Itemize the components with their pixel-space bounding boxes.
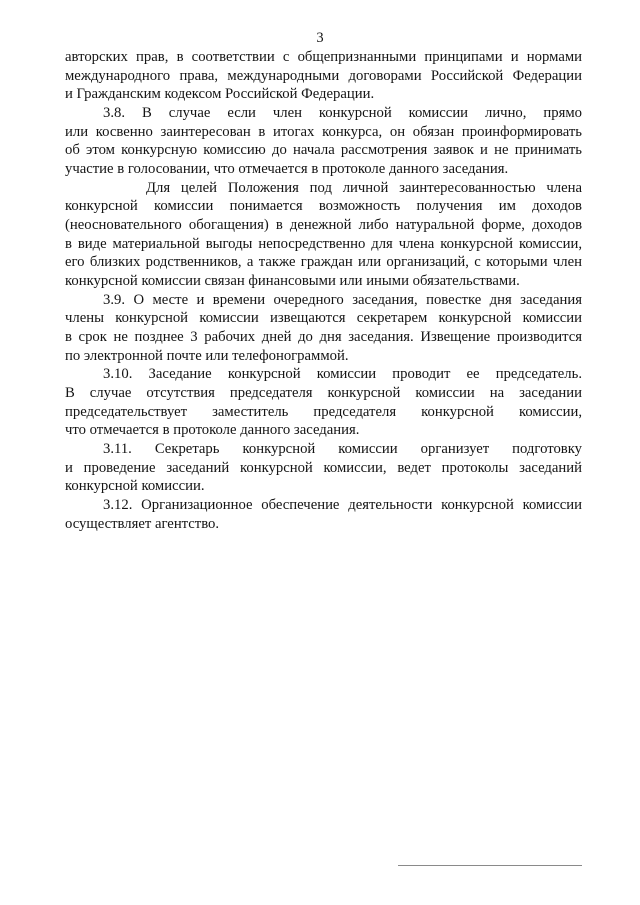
- footer-rule: [398, 865, 582, 866]
- paragraph-3-8: [65, 104, 582, 179]
- paragraph-line: 3.10. Заседание конкурсной комиссии проводит ее председатель.: [103, 366, 582, 383]
- paragraph-line: его близких родственников, а также граждан или организаций, с которыми член: [65, 254, 582, 271]
- paragraph-line: или косвенно заинтересован в итогах конкурса, он обязан проинформировать: [65, 123, 582, 140]
- paragraph-line: в виде материальной выгоды непосредственно для члена конкурсной комиссии,: [65, 235, 582, 252]
- paragraph-3-12: [65, 496, 582, 533]
- paragraph-line: конкурсной комиссии.: [65, 478, 205, 495]
- paragraph-line: 3.11. Секретарь конкурсной комиссии организует подготовку: [103, 441, 582, 458]
- paragraph-line: осуществляет агентство.: [65, 515, 220, 532]
- paragraph-line: 3.9. О месте и времени очередного заседания, повестке дня заседания: [103, 291, 582, 308]
- paragraph-line: председательствует заместитель председателя конкурсной комиссии,: [65, 403, 582, 420]
- paragraph-3-9: [65, 291, 582, 366]
- paragraph-line: и Гражданским кодексом Российской Федерации.: [65, 86, 375, 103]
- paragraph-line: конкурсной комиссии понимается возможность получения им доходов: [65, 198, 582, 215]
- page-number: 3: [316, 30, 324, 46]
- paragraph-continuation: [65, 48, 582, 104]
- paragraph-3-11: [65, 440, 582, 496]
- paragraph-line: участие в голосовании, что отмечается в протоколе данного заседания.: [65, 161, 509, 178]
- paragraph-personal-interest: [65, 179, 582, 291]
- paragraph-line: что отмечается в протоколе данного заседания.: [65, 422, 360, 439]
- paragraph-line: конкурсной комиссии связан финансовыми или иными обязательствами.: [65, 273, 520, 290]
- paragraph-line: и проведение заседаний конкурсной комиссии, ведет протоколы заседаний: [65, 459, 582, 476]
- paragraph-3-10: [65, 365, 582, 440]
- paragraph-line: члены конкурсной комиссии извещаются секретарем конкурсной комиссии: [65, 310, 582, 327]
- document-body: [65, 48, 582, 533]
- paragraph-line: (неосновательного обогащения) в денежной либо натуральной форме, доходов: [65, 217, 582, 234]
- paragraph-line: В случае отсутствия председателя конкурсной комиссии на заседании: [65, 385, 582, 402]
- paragraph-line: 3.12. Организационное обеспечение деятельности конкурсной комиссии: [103, 497, 582, 514]
- paragraph-line: международного права, международными договорами Российской Федерации: [65, 67, 582, 84]
- paragraph-line: 3.8. В случае если член конкурсной комиссии лично, прямо: [103, 105, 582, 122]
- paragraph-line: по электронной почте или телефонограммой.: [65, 347, 349, 364]
- paragraph-line: Для целей Положения под личной заинтересованностью члена: [146, 179, 582, 196]
- paragraph-line: в срок не позднее 3 рабочих дней до дня заседания. Извещение производится: [65, 329, 582, 346]
- paragraph-line: об этом конкурсную комиссию до начала рассмотрения заявок и не принимать: [65, 142, 582, 159]
- paragraph-line: авторских прав, в соответствии с общепризнанными принципами и нормами: [65, 49, 582, 65]
